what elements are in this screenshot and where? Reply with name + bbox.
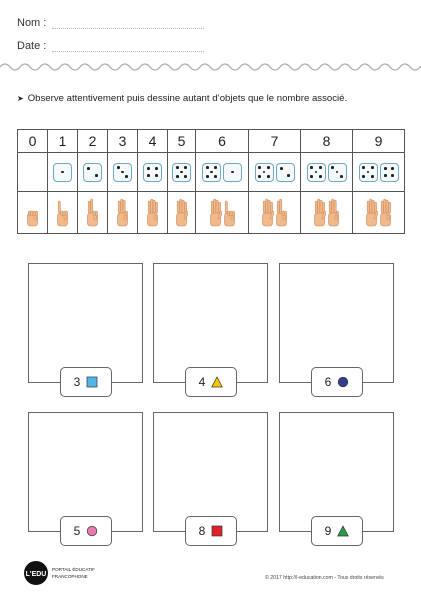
die-face-icon (143, 163, 162, 182)
hand-cell (301, 192, 353, 234)
hand-cell (78, 192, 108, 234)
hand-icon (379, 198, 392, 228)
name-field[interactable] (52, 28, 204, 29)
die-face-icon (113, 163, 132, 182)
die-face-icon (307, 163, 326, 182)
triangle-shape-icon (337, 525, 349, 537)
hand-cell (18, 192, 48, 234)
circle-shape-icon (86, 525, 98, 537)
instruction (17, 93, 347, 104)
dice-cell (301, 153, 353, 192)
target-number: 6 (324, 375, 332, 389)
dice-cell (138, 153, 168, 192)
number-badge (60, 516, 112, 546)
hand-icon (209, 198, 222, 228)
die-face-icon (359, 163, 378, 182)
number-cell: 0 (18, 130, 48, 153)
number-cell: 9 (353, 130, 405, 153)
target-number: 5 (73, 524, 81, 538)
hand-icon (261, 198, 274, 228)
reference-table (17, 129, 405, 234)
die-face-icon (202, 163, 221, 182)
svg-text:L'EDU: L'EDU (25, 571, 47, 578)
copyright: © 2017 http://l-education.com - Tous droits réservés (265, 575, 384, 581)
die-face-icon (172, 163, 191, 182)
hand-icon (223, 198, 236, 228)
hand-cell (353, 192, 405, 234)
target-number: 9 (324, 524, 332, 538)
number-badge (311, 516, 363, 546)
triangle-shape-icon (211, 376, 223, 388)
wavy-divider (0, 60, 421, 74)
die-face-icon (276, 163, 295, 182)
drawing-box[interactable] (279, 263, 394, 383)
die-face-icon (380, 163, 399, 182)
dice-cell (353, 153, 405, 192)
instruction-text: Observe attentivement puis dessine autant d’objets que le nombre associé. (27, 93, 348, 104)
hand-icon (116, 198, 129, 228)
hand-icon (275, 198, 288, 228)
target-number: 3 (73, 375, 81, 389)
hand-icon (365, 198, 378, 228)
dice-cell (196, 153, 249, 192)
number-badge (60, 367, 112, 397)
die-face-icon (255, 163, 274, 182)
hand-icon (313, 198, 326, 228)
number-badge (311, 367, 363, 397)
hand-icon (56, 198, 69, 228)
hand-icon (175, 198, 188, 228)
hand-cell (108, 192, 138, 234)
number-cell: 4 (138, 130, 168, 153)
date-field[interactable] (52, 51, 204, 52)
number-badge (185, 367, 237, 397)
number-cell: 8 (301, 130, 353, 153)
name-label: Nom : (17, 17, 47, 29)
die-face-icon (223, 163, 242, 182)
drawing-box[interactable] (153, 263, 268, 383)
hand-cell (249, 192, 301, 234)
hand-cell (138, 192, 168, 234)
dice-cell (48, 153, 78, 192)
target-number: 4 (198, 375, 206, 389)
dice-cell (168, 153, 196, 192)
ledu-logo (24, 561, 134, 592)
svg-text:PORTAIL ÉDUCATIF: PORTAIL ÉDUCATIF (52, 567, 95, 572)
hand-icon (327, 198, 340, 228)
square-shape-icon (211, 525, 223, 537)
die-face-icon (328, 163, 347, 182)
drawing-box[interactable] (279, 412, 394, 532)
hand-cell (196, 192, 249, 234)
dice-cell (108, 153, 138, 192)
dice-cell (78, 153, 108, 192)
dice-cell (249, 153, 301, 192)
hand-cell (168, 192, 196, 234)
hand-cell (48, 192, 78, 234)
hand-icon (146, 198, 159, 228)
square-shape-icon (86, 376, 98, 388)
number-cell: 6 (196, 130, 249, 153)
die-face-icon (53, 163, 72, 182)
drawing-box[interactable] (28, 263, 143, 383)
date-label: Date : (17, 40, 47, 52)
dice-cell (18, 153, 48, 192)
target-number: 8 (198, 524, 206, 538)
hand-icon (26, 198, 39, 228)
drawing-box[interactable] (153, 412, 268, 532)
number-cell: 7 (249, 130, 301, 153)
circle-shape-icon (337, 376, 349, 388)
number-badge (185, 516, 237, 546)
svg-text:FRANCOPHONE: FRANCOPHONE (52, 574, 88, 579)
number-cell: 2 (78, 130, 108, 153)
die-face-icon (83, 163, 102, 182)
number-cell: 5 (168, 130, 196, 153)
number-cell: 3 (108, 130, 138, 153)
hand-icon (86, 198, 99, 228)
drawing-box[interactable] (28, 412, 143, 532)
arrow-bullet-icon: ➤ (17, 94, 24, 103)
number-cell: 1 (48, 130, 78, 153)
